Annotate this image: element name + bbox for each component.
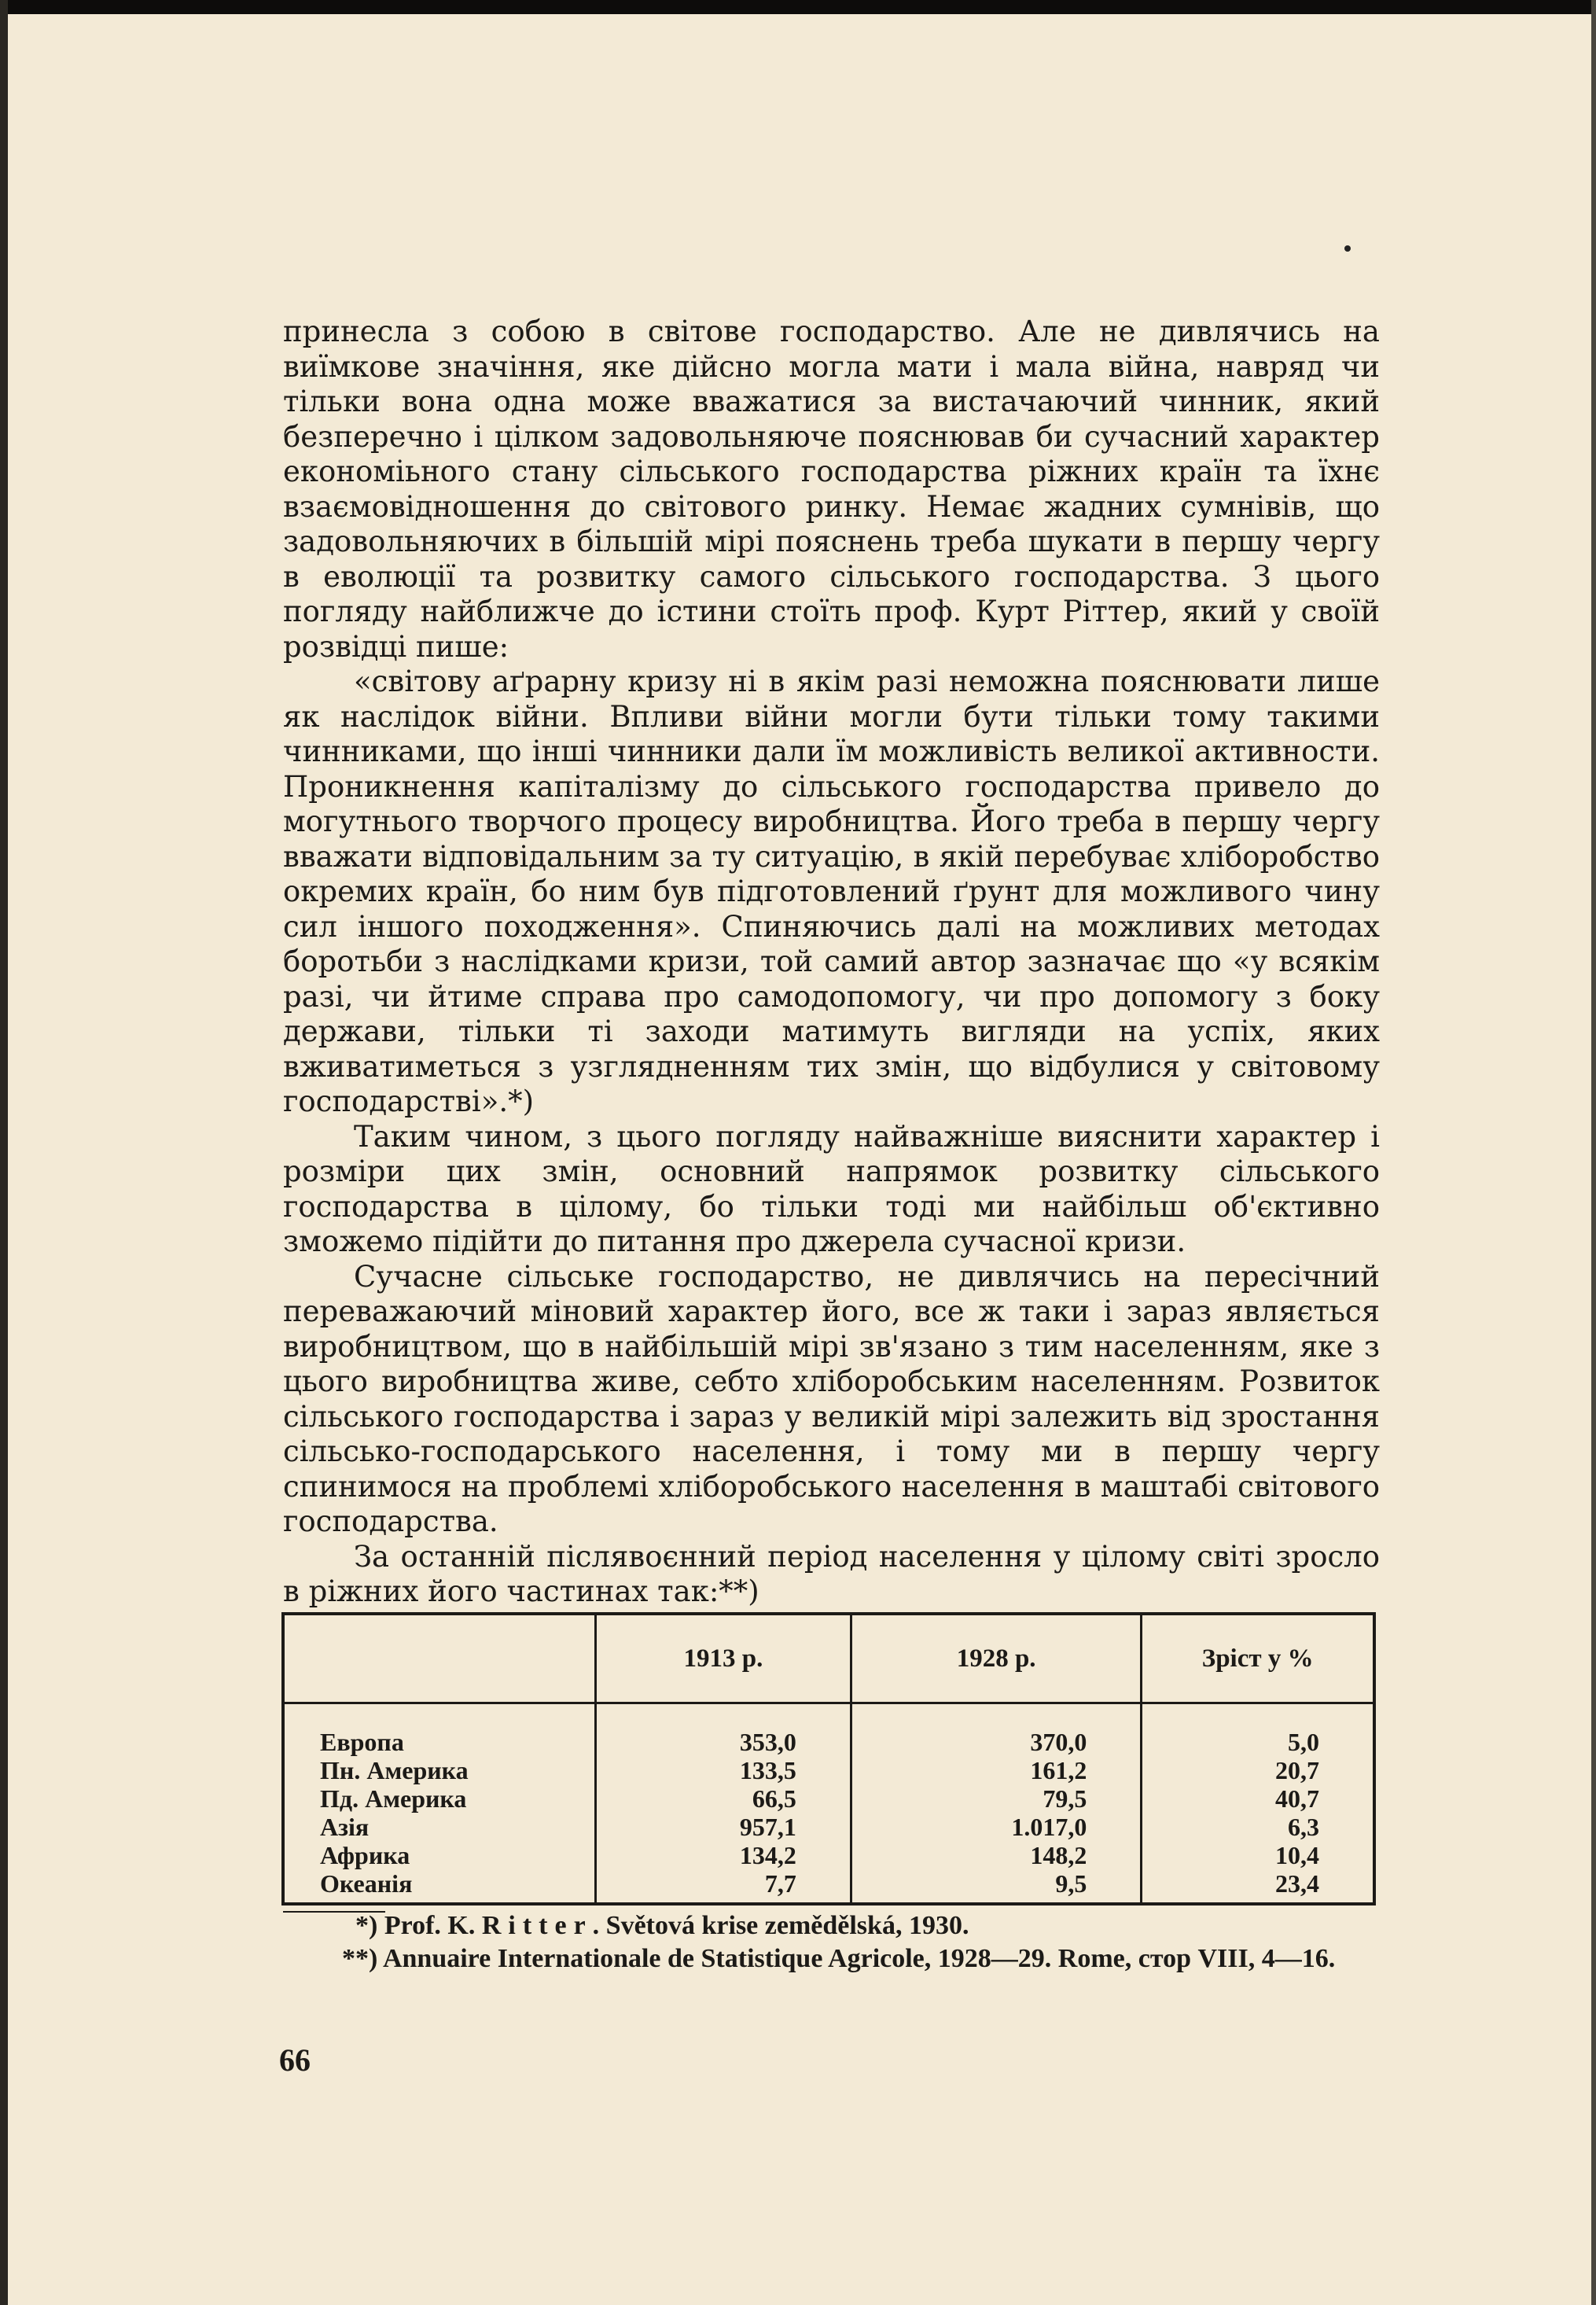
paragraph: Таким чином, з цього погляду найважніше вияснити характер і розміри цих змін, основний напрямок розвитку сільського господарства в цілому, бо тільки тоді ми найбільш об'єктивно зможемо підійти до питання про джерела сучасної кризи. (283, 1119, 1380, 1258)
footnote-mark: **) (342, 1944, 378, 1973)
body-text (283, 315, 1380, 1610)
cell-growth: 5,0 (1142, 1703, 1374, 1757)
paragraph: За останній післявоєнний період населення у цілому світі зросло в ріжних його частинах так:**) (283, 1539, 1380, 1608)
population-table (281, 1612, 1376, 1905)
paragraph-quote: «світову аґрарну кризу ні в якім разі неможна пояснювати лише як наслідок війни. Впливи війни могли бути тільки тому такими чинниками, що інші чинники дали їм можливість великої активности. Проникнення капіталізму до сільського господарства привело до могутнього творчого процесу виробництва. Його треба в першу чергу вважати відповідальним за ту ситуацію, в якій перебуває хліборобство окремих країн, бо ним був підготовлений ґрунт для можливого чину сил іншого походження». Спиняючись далі на можливих методах боротьби з наслідками кризи, той самий автор зазначає що «у всякім разі, чи йтиме справа про самодопомогу, чи про допомогу з боку держави, тільки ті заходи матимуть вигляди на успіх, яких вживатиметься з узглядненням тих змін, що відбулися у світовому господарстві».*) (283, 665, 1380, 1118)
cell-1928: 161,2 (851, 1756, 1141, 1784)
cell-region: Океанія (320, 1869, 413, 1898)
footnote-author-name: Ritter (481, 1911, 593, 1940)
cell-1913: 957,1 (596, 1813, 851, 1841)
cell-1913: 133,5 (596, 1756, 851, 1784)
table-row (283, 1841, 1374, 1869)
footnote-mark: *) (355, 1911, 378, 1940)
footnote-text: Annuaire Internationale de Statistique Agricole, 1928—29. Rome, стор VIII, 4—16. (382, 1944, 1336, 1973)
table-row (283, 1813, 1374, 1841)
scan-left-edge (0, 0, 8, 2305)
ink-speck (1344, 245, 1351, 252)
table-row (283, 1703, 1374, 1757)
cell-growth: 6,3 (1142, 1813, 1374, 1841)
footnote-2 (283, 1942, 1384, 1975)
cell-growth: 10,4 (1142, 1841, 1374, 1869)
cell-1913: 7,7 (596, 1869, 851, 1904)
paragraph: Сучасне сільське господарство, не дивлячись на пересічний переважаючий міновий характер його, все ж таки і зараз являється виробництвом, що в найбільшій мірі зв'язано з тим населенням, яке з цього виробництва живе, себто хліборобським населенням. Розвиток сільського господарства і зараз у великій мірі залежить від зростання сільсько-господарського населення, і тому ми в першу чергу спинимося на проблемі хліборобського населення в маштабі світового господарства. (283, 1259, 1380, 1538)
footnote-1 (283, 1909, 1384, 1942)
cell-region: Пн. Америка (320, 1756, 469, 1784)
cell-region: Европа (320, 1728, 404, 1756)
header-region (283, 1614, 596, 1703)
cell-growth: 23,4 (1142, 1869, 1374, 1904)
cell-1913: 66,5 (596, 1784, 851, 1813)
cell-1928: 148,2 (851, 1841, 1141, 1869)
table-row (283, 1784, 1374, 1813)
footnote-title: . Světová krise zemědělská, 1930. (592, 1911, 969, 1940)
cell-region: Африка (320, 1841, 410, 1869)
cell-region: Пд. Америка (320, 1784, 467, 1813)
cell-growth: 20,7 (1142, 1756, 1374, 1784)
cell-1913: 353,0 (596, 1703, 851, 1757)
header-growth: Зріст у % (1142, 1614, 1374, 1703)
paragraph: принесла з собою в світове господарство. Але не дивлячись на виїмкове значіння, яке дійсно могла мати і мала війна, навряд чи тільки вона одна може вважатися за вистачаючий чинник, який безперечно і цілком задовольняюче пояснював би сучасний характер економіьного стану сільського господарства ріжних країн та їхнє взаємовідношення до світового ринку. Немає жадних сумнівів, що задовольняючих в більшій мірі пояснень треба шукати в першу чергу в еволюції та розвитку самого сільського господарства. З цього погляду найближче до істини стоїть проф. Курт Ріттер, який у своїй розвідці пише: (283, 315, 1380, 664)
header-1913: 1913 р. (596, 1614, 851, 1703)
header-1928: 1928 р. (851, 1614, 1141, 1703)
table-row (283, 1756, 1374, 1784)
cell-1928: 370,0 (851, 1703, 1141, 1757)
cell-growth: 40,7 (1142, 1784, 1374, 1813)
cell-region: Азія (320, 1813, 370, 1841)
scan-top-edge (0, 0, 1596, 14)
table-header-row (283, 1614, 1374, 1703)
cell-1913: 134,2 (596, 1841, 851, 1869)
cell-1928: 1.017,0 (851, 1813, 1141, 1841)
table-row (283, 1869, 1374, 1904)
cell-1928: 79,5 (851, 1784, 1141, 1813)
cell-1928: 9,5 (851, 1869, 1141, 1904)
scan-right-edge (1591, 0, 1596, 2305)
page-number: 66 (279, 2042, 311, 2078)
footnotes (283, 1909, 1384, 1975)
footnote-author-prefix: Prof. K. (384, 1911, 476, 1940)
